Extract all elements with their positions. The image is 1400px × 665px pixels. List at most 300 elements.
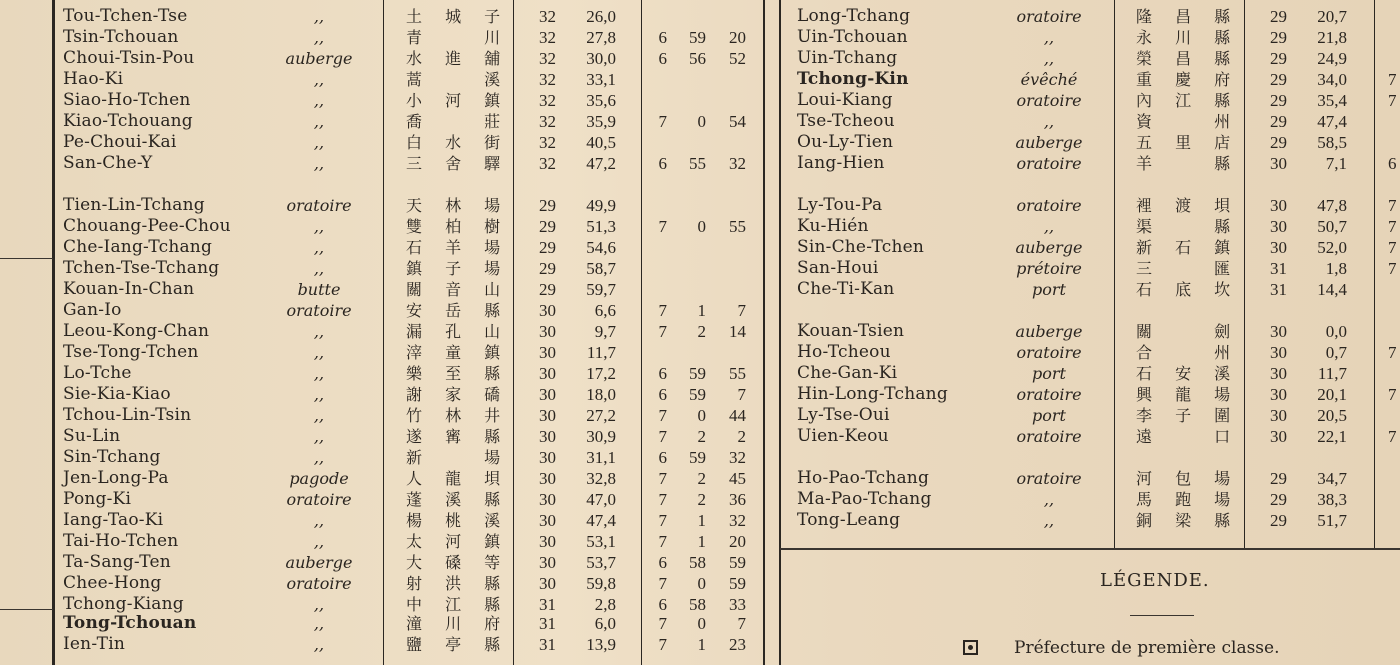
longitude-minutes: 0	[697, 614, 706, 633]
place-name: Kouan-Tsien	[797, 321, 905, 341]
latitude-degrees: 29	[1270, 28, 1287, 47]
latitude-degrees: 32	[539, 70, 556, 89]
place-type: auberge	[1015, 238, 1083, 257]
place-name: Leou-Kong-Chan	[63, 321, 210, 341]
table-row	[0, 405, 1400, 426]
latitude-minutes: 30,0	[586, 49, 616, 68]
place-type: ,,	[313, 532, 325, 551]
table-row	[0, 27, 1400, 48]
place-name: Sie-Kia-Kiao	[63, 384, 171, 404]
place-name: Ku-Hién	[797, 216, 869, 236]
latitude-minutes: 58,5	[1317, 133, 1347, 152]
table-row	[0, 447, 763, 468]
latitude-degrees: 30	[1270, 427, 1287, 446]
latitude-minutes: 9,7	[594, 322, 616, 341]
latitude-degrees: 30	[1270, 322, 1287, 341]
latitude-minutes: 0,0	[1325, 322, 1347, 341]
table-row	[0, 48, 1400, 69]
latitude-minutes: 51,7	[1317, 511, 1347, 530]
place-type: ,,	[313, 427, 325, 446]
longitude-minutes: 59	[689, 385, 706, 404]
chinese-name: 白 水 街	[406, 133, 510, 152]
place-name: Siao-Ho-Tchen	[63, 90, 191, 110]
place-name: Che-Gan-Ki	[797, 363, 898, 383]
table-row	[0, 237, 1400, 258]
latitude-minutes: 35,9	[586, 112, 616, 131]
table-row	[0, 363, 1400, 384]
place-name: San-Che-Y	[63, 153, 153, 173]
latitude-minutes: 38,3	[1317, 490, 1347, 509]
table-row	[0, 279, 1400, 300]
table-row	[0, 111, 1400, 132]
place-type: ,,	[313, 385, 325, 404]
chinese-name: 太 河 鎮	[406, 532, 510, 551]
latitude-degrees: 30	[539, 406, 556, 425]
place-name: Choui-Tsin-Pou	[63, 48, 195, 68]
chinese-name: 新 石 鎮	[1136, 238, 1240, 257]
latitude-minutes: 34,0	[1317, 70, 1347, 89]
longitude-seconds: 33	[729, 595, 746, 614]
latitude-degrees: 30	[539, 343, 556, 362]
place-name: Long-Tchang	[797, 6, 911, 26]
longitude-minutes: 1	[697, 635, 706, 654]
latitude-degrees: 29	[1270, 112, 1287, 131]
table-row	[0, 510, 1400, 531]
latitude-degrees: 32	[539, 112, 556, 131]
longitude-seconds: 45	[729, 469, 746, 488]
longitude-seconds: 59	[729, 574, 746, 593]
latitude-degrees: 29	[1270, 490, 1287, 509]
longitude-hours: 7	[658, 301, 667, 320]
latitude-minutes: 52,0	[1317, 238, 1347, 257]
chinese-name: 漏 孔 山	[406, 322, 510, 341]
latitude-minutes: 30,9	[586, 427, 616, 446]
place-type: prétoire	[1016, 259, 1082, 278]
longitude-seconds: 54	[729, 112, 746, 131]
latitude-degrees: 29	[539, 196, 556, 215]
chinese-name: 河 包 場	[1136, 469, 1240, 488]
chinese-name: 竹 林 井	[406, 406, 510, 425]
table-row	[0, 300, 763, 321]
chinese-name: 銅 梁 縣	[1136, 511, 1240, 530]
place-name: Su-Lin	[63, 426, 121, 446]
latitude-degrees: 29	[1270, 469, 1287, 488]
longitude-hours: 7	[1388, 343, 1397, 362]
longitude-hours: 7	[658, 635, 667, 654]
chinese-name: 關 劍	[1136, 322, 1240, 341]
chinese-name: 馬 跑 場	[1136, 490, 1240, 509]
longitude-minutes: 2	[697, 469, 706, 488]
longitude-minutes: 59	[689, 28, 706, 47]
chinese-name: 中 江 縣	[406, 595, 510, 614]
place-name: Ly-Tse-Oui	[797, 405, 890, 425]
latitude-degrees: 32	[539, 49, 556, 68]
place-name: Loui-Kiang	[797, 90, 893, 110]
chinese-name: 遠 口	[1136, 427, 1240, 446]
chinese-name: 石 安 溪	[1136, 364, 1240, 383]
place-type: auberge	[285, 49, 353, 68]
latitude-minutes: 6,0	[594, 614, 616, 633]
longitude-hours: 7	[1388, 70, 1397, 89]
chinese-name: 三 匯	[1136, 259, 1240, 278]
latitude-degrees: 29	[539, 259, 556, 278]
chinese-name: 隆 昌 縣	[1136, 7, 1240, 26]
table-row	[0, 573, 763, 594]
place-type: ,,	[313, 343, 325, 362]
longitude-hours: 7	[1388, 196, 1397, 215]
table-row	[0, 552, 763, 573]
latitude-degrees: 29	[1270, 91, 1287, 110]
longitude-hours: 6	[658, 448, 667, 467]
latitude-minutes: 47,4	[586, 511, 616, 530]
latitude-minutes: 58,7	[586, 259, 616, 278]
longitude-hours: 7	[1388, 217, 1397, 236]
longitude-hours: 6	[658, 49, 667, 68]
longitude-hours: 7	[658, 511, 667, 530]
place-type: oratoire	[286, 490, 352, 509]
place-type: oratoire	[286, 574, 352, 593]
latitude-degrees: 29	[1270, 70, 1287, 89]
latitude-minutes: 59,8	[586, 574, 616, 593]
latitude-minutes: 35,4	[1317, 91, 1347, 110]
chinese-name: 潼 川 府	[406, 614, 510, 633]
latitude-degrees: 30	[1270, 343, 1287, 362]
latitude-degrees: 30	[539, 364, 556, 383]
chinese-name: 關 音 山	[406, 280, 510, 299]
place-name: Kouan-In-Chan	[63, 279, 195, 299]
chinese-name: 石 底 坎	[1136, 280, 1240, 299]
longitude-seconds: 32	[729, 448, 746, 467]
longitude-hours: 7	[1388, 427, 1397, 446]
chinese-name: 三 舍 驛	[406, 154, 510, 173]
longitude-hours: 7	[658, 322, 667, 341]
table-row	[0, 258, 1400, 279]
latitude-degrees: 32	[539, 7, 556, 26]
place-type: ,,	[313, 70, 325, 89]
place-type: oratoire	[1016, 196, 1082, 215]
latitude-minutes: 32,8	[586, 469, 616, 488]
place-name: Lo-Tche	[63, 363, 132, 383]
latitude-degrees: 32	[539, 91, 556, 110]
chinese-name: 榮 昌 縣	[1136, 49, 1240, 68]
longitude-minutes: 2	[697, 322, 706, 341]
latitude-minutes: 7,1	[1325, 154, 1347, 173]
chinese-name: 謝 家 礄	[406, 385, 510, 404]
latitude-minutes: 50,7	[1317, 217, 1347, 236]
prefecture-symbol-icon	[963, 640, 978, 655]
place-type: ,,	[1043, 511, 1055, 530]
latitude-minutes: 20,1	[1317, 385, 1347, 404]
latitude-minutes: 13,9	[586, 635, 616, 654]
latitude-minutes: 51,3	[586, 217, 616, 236]
latitude-degrees: 31	[1270, 259, 1287, 278]
latitude-minutes: 24,9	[1317, 49, 1347, 68]
place-name: Tien-Lin-Tchang	[63, 195, 205, 215]
place-type: ,,	[313, 511, 325, 530]
place-type: ,,	[313, 154, 325, 173]
longitude-hours: 7	[1388, 91, 1397, 110]
place-name: Iang-Tao-Ki	[63, 510, 164, 530]
chinese-name: 羊 縣	[1136, 154, 1240, 173]
latitude-degrees: 30	[1270, 364, 1287, 383]
latitude-minutes: 34,7	[1317, 469, 1347, 488]
latitude-minutes: 18,0	[586, 385, 616, 404]
place-type: port	[1032, 406, 1066, 425]
place-type: port	[1032, 280, 1066, 299]
latitude-minutes: 40,5	[586, 133, 616, 152]
place-type: ,,	[1043, 112, 1055, 131]
table-row	[0, 468, 1400, 489]
place-type: ,,	[313, 364, 325, 383]
longitude-minutes: 2	[697, 490, 706, 509]
place-name: Tchen-Tse-Tchang	[63, 258, 220, 278]
chinese-name: 資 州	[1136, 112, 1240, 131]
table-row	[0, 342, 1400, 363]
table-row	[0, 132, 1400, 153]
longitude-seconds: 32	[729, 154, 746, 173]
place-name: Tse-Tcheou	[797, 111, 895, 131]
place-name: Tai-Ho-Tchen	[63, 531, 179, 551]
place-type: ,,	[313, 238, 325, 257]
latitude-degrees: 29	[1270, 133, 1287, 152]
latitude-minutes: 21,8	[1317, 28, 1347, 47]
table-row	[0, 216, 1400, 237]
place-type: oratoire	[1016, 91, 1082, 110]
latitude-degrees: 29	[1270, 511, 1287, 530]
latitude-minutes: 33,1	[586, 70, 616, 89]
place-name: Tsin-Tchouan	[63, 27, 179, 47]
place-name: Hin-Long-Tchang	[797, 384, 948, 404]
latitude-degrees: 30	[1270, 238, 1287, 257]
table-row	[0, 613, 763, 634]
longitude-seconds: 44	[729, 406, 746, 425]
chinese-name: 蒿 溪	[406, 70, 510, 89]
place-type: auberge	[1015, 133, 1083, 152]
chinese-name: 雙 柏 樹	[406, 217, 510, 236]
place-type: ,,	[313, 133, 325, 152]
latitude-minutes: 31,1	[586, 448, 616, 467]
longitude-seconds: 36	[729, 490, 746, 509]
longitude-seconds: 7	[737, 614, 746, 633]
place-type: évêché	[1020, 70, 1078, 89]
latitude-degrees: 30	[539, 427, 556, 446]
place-type: ,,	[1043, 490, 1055, 509]
place-name: Tong-Leang	[797, 510, 901, 530]
latitude-minutes: 59,7	[586, 280, 616, 299]
longitude-hours: 7	[1388, 238, 1397, 257]
chinese-name: 新 場	[406, 448, 510, 467]
place-type: oratoire	[1016, 427, 1082, 446]
place-name: Tong-Tchouan	[63, 613, 197, 633]
latitude-degrees: 30	[539, 574, 556, 593]
latitude-degrees: 31	[539, 614, 556, 633]
latitude-degrees: 30	[539, 490, 556, 509]
chinese-name: 渠 縣	[1136, 217, 1240, 236]
longitude-hours: 7	[658, 532, 667, 551]
place-name: Ma-Pao-Tchang	[797, 489, 932, 509]
latitude-degrees: 29	[539, 280, 556, 299]
place-name: Pong-Ki	[63, 489, 132, 509]
latitude-degrees: 30	[1270, 196, 1287, 215]
latitude-degrees: 30	[1270, 154, 1287, 173]
latitude-degrees: 29	[1270, 7, 1287, 26]
latitude-degrees: 31	[1270, 280, 1287, 299]
place-type: ,,	[313, 448, 325, 467]
place-type: ,,	[1043, 28, 1055, 47]
latitude-degrees: 31	[539, 595, 556, 614]
place-type: ,,	[313, 259, 325, 278]
latitude-minutes: 22,1	[1317, 427, 1347, 446]
table-row	[0, 531, 763, 552]
place-type: oratoire	[1016, 385, 1082, 404]
place-name: Ien-Tin	[63, 634, 125, 654]
longitude-seconds: 55	[729, 217, 746, 236]
latitude-minutes: 20,7	[1317, 7, 1347, 26]
place-type: oratoire	[286, 196, 352, 215]
longitude-minutes: 59	[689, 448, 706, 467]
longitude-minutes: 56	[689, 49, 706, 68]
latitude-minutes: 47,4	[1317, 112, 1347, 131]
place-type: ,,	[313, 614, 325, 633]
place-name: Tchou-Lin-Tsin	[63, 405, 192, 425]
legend-item-label: Préfecture de première classe.	[1014, 638, 1280, 658]
place-type: ,,	[313, 406, 325, 425]
place-name: Sin-Tchang	[63, 447, 161, 467]
table-row	[0, 634, 763, 655]
longitude-hours: 6	[658, 154, 667, 173]
table-row	[0, 594, 763, 615]
longitude-hours: 7	[658, 406, 667, 425]
place-name: Uin-Tchang	[797, 48, 898, 68]
place-type: ,,	[313, 217, 325, 236]
latitude-minutes: 54,6	[586, 238, 616, 257]
chinese-name: 楊 桃 溪	[406, 511, 510, 530]
chinese-name: 永 川 縣	[1136, 28, 1240, 47]
chinese-name: 射 洪 縣	[406, 574, 510, 593]
longitude-hours: 7	[658, 574, 667, 593]
latitude-degrees: 30	[539, 553, 556, 572]
latitude-minutes: 26,0	[586, 7, 616, 26]
place-type: oratoire	[1016, 7, 1082, 26]
chinese-name: 喬 莊	[406, 112, 510, 131]
chinese-name: 安 岳 縣	[406, 301, 510, 320]
latitude-degrees: 30	[539, 532, 556, 551]
place-type: oratoire	[286, 301, 352, 320]
chinese-name: 內 江 縣	[1136, 91, 1240, 110]
latitude-degrees: 31	[539, 635, 556, 654]
chinese-name: 人 龍 垻	[406, 469, 510, 488]
place-type: auberge	[285, 553, 353, 572]
longitude-minutes: 0	[697, 574, 706, 593]
latitude-degrees: 30	[539, 511, 556, 530]
longitude-hours: 7	[658, 112, 667, 131]
place-name: Uien-Keou	[797, 426, 889, 446]
longitude-minutes: 1	[697, 301, 706, 320]
place-name: Pe-Choui-Kai	[63, 132, 177, 152]
latitude-minutes: 53,7	[586, 553, 616, 572]
longitude-hours: 6	[658, 385, 667, 404]
place-type: ,,	[313, 322, 325, 341]
latitude-minutes: 27,2	[586, 406, 616, 425]
place-name: Gan-Io	[63, 300, 122, 320]
longitude-seconds: 59	[729, 553, 746, 572]
longitude-hours: 7	[658, 614, 667, 633]
latitude-minutes: 47,8	[1317, 196, 1347, 215]
place-type: oratoire	[1016, 154, 1082, 173]
latitude-degrees: 29	[1270, 49, 1287, 68]
place-type: pagode	[289, 469, 349, 488]
place-type: ,,	[313, 595, 325, 614]
place-name: San-Houi	[797, 258, 879, 278]
longitude-seconds: 7	[737, 385, 746, 404]
place-type: butte	[297, 280, 341, 299]
latitude-minutes: 17,2	[586, 364, 616, 383]
place-name: Kiao-Tchouang	[63, 111, 193, 131]
table-row	[0, 489, 1400, 510]
latitude-degrees: 32	[539, 154, 556, 173]
latitude-degrees: 30	[1270, 217, 1287, 236]
longitude-seconds: 52	[729, 49, 746, 68]
longitude-hours: 7	[658, 469, 667, 488]
place-name: Hao-Ki	[63, 69, 124, 89]
place-name: Ho-Pao-Tchang	[797, 468, 930, 488]
latitude-degrees: 30	[539, 322, 556, 341]
place-name: Chouang-Pee-Chou	[63, 216, 231, 236]
place-name: Che-Iang-Tchang	[63, 237, 213, 257]
chinese-name: 滓 童 鎮	[406, 343, 510, 362]
place-type: ,,	[313, 91, 325, 110]
latitude-minutes: 0,7	[1325, 343, 1347, 362]
latitude-minutes: 49,9	[586, 196, 616, 215]
chinese-name: 合 州	[1136, 343, 1240, 362]
latitude-minutes: 20,5	[1317, 406, 1347, 425]
chinese-name: 石 羊 場	[406, 238, 510, 257]
longitude-minutes: 58	[689, 595, 706, 614]
longitude-seconds: 14	[729, 322, 746, 341]
place-name: Tse-Tong-Tchen	[63, 342, 199, 362]
place-name: Ho-Tcheou	[797, 342, 891, 362]
place-type: oratoire	[1016, 343, 1082, 362]
place-type: oratoire	[1016, 469, 1082, 488]
latitude-degrees: 30	[539, 448, 556, 467]
longitude-seconds: 20	[729, 28, 746, 47]
place-name: Ly-Tou-Pa	[797, 195, 883, 215]
chinese-name: 鹽 亭 縣	[406, 635, 510, 654]
place-name: Sin-Che-Tchen	[797, 237, 925, 257]
longitude-seconds: 20	[729, 532, 746, 551]
latitude-minutes: 47,0	[586, 490, 616, 509]
longitude-hours: 7	[1388, 385, 1397, 404]
chinese-name: 大 磉 等	[406, 553, 510, 572]
latitude-minutes: 1,8	[1325, 259, 1347, 278]
chinese-name: 重 慶 府	[1136, 70, 1240, 89]
latitude-minutes: 6,6	[594, 301, 616, 320]
longitude-seconds: 2	[737, 427, 746, 446]
latitude-minutes: 11,7	[586, 343, 616, 362]
table-row	[0, 153, 1400, 174]
chinese-name: 蓬 溪 縣	[406, 490, 510, 509]
latitude-degrees: 32	[539, 133, 556, 152]
latitude-minutes: 2,8	[594, 595, 616, 614]
chinese-name: 鎮 子 場	[406, 259, 510, 278]
longitude-minutes: 0	[697, 217, 706, 236]
latitude-degrees: 29	[539, 238, 556, 257]
latitude-minutes: 35,6	[586, 91, 616, 110]
place-type: ,,	[313, 112, 325, 131]
longitude-hours: 7	[658, 427, 667, 446]
chinese-name: 土 城 子	[406, 7, 510, 26]
longitude-hours: 6	[658, 595, 667, 614]
